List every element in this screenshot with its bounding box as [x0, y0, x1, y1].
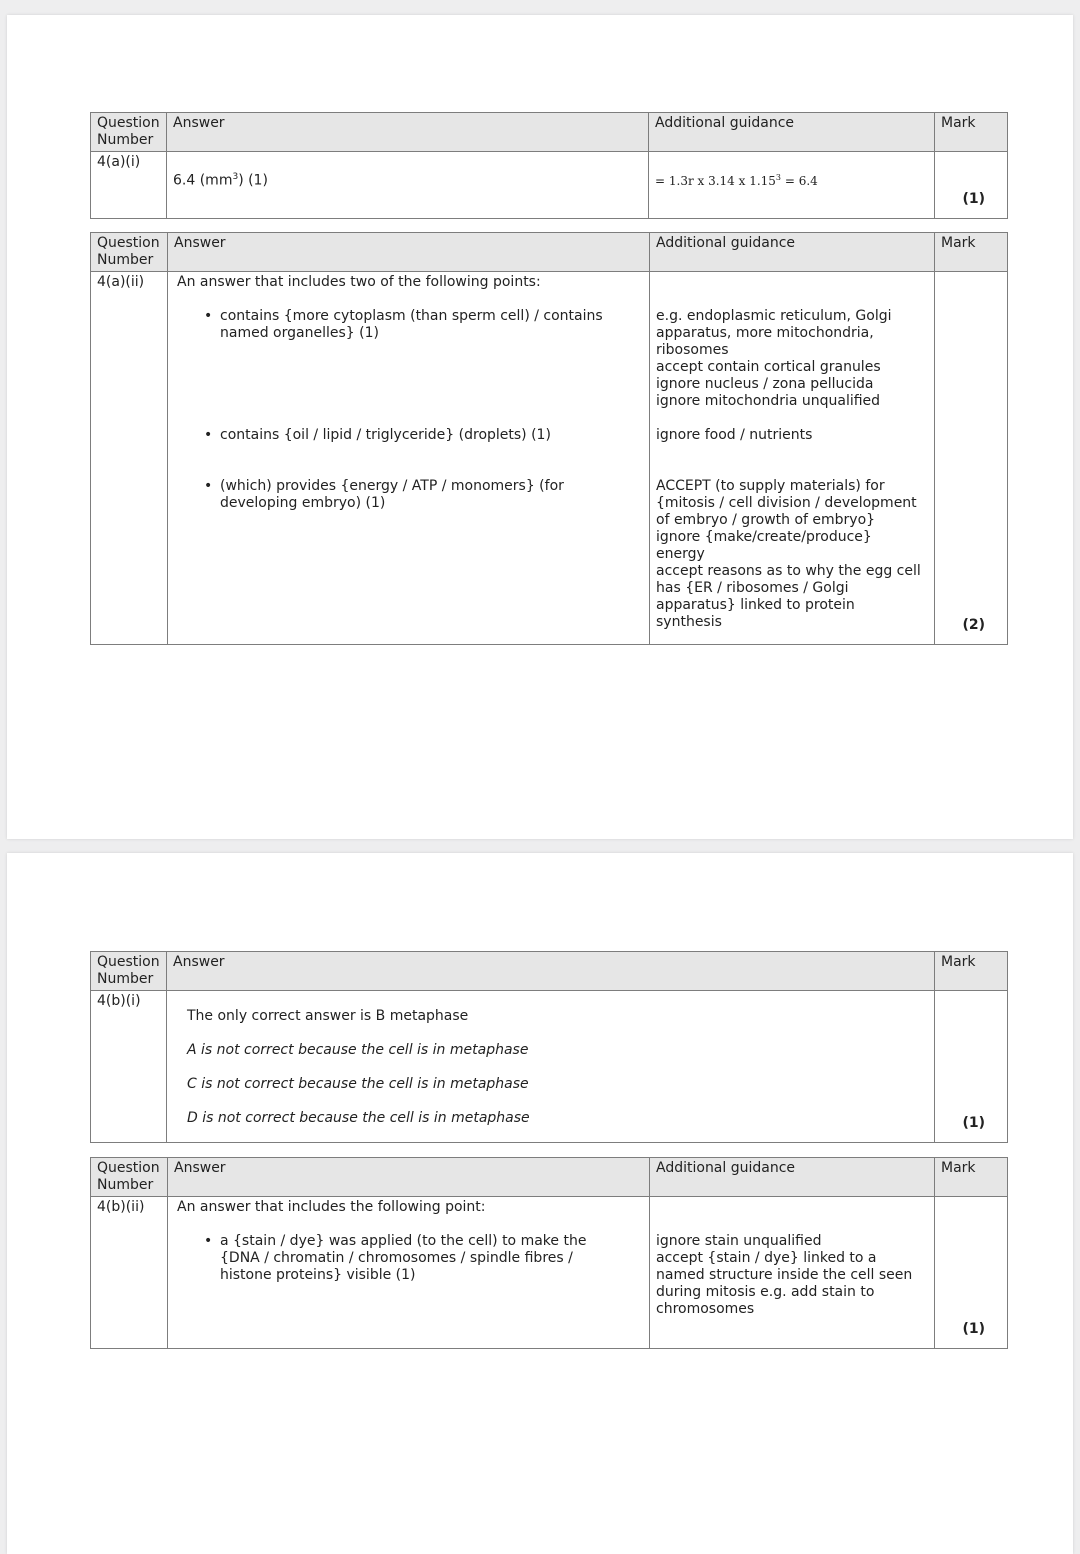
header-question-number: Question Number	[91, 113, 167, 152]
bullet-icon: •	[204, 478, 213, 494]
mark-value: (2)	[962, 617, 985, 633]
reason-d: D is not correct because the cell is in metaphase	[187, 1110, 530, 1126]
correct-answer: The only correct answer is B metaphase	[187, 1008, 469, 1024]
header-mark: Mark	[935, 233, 1008, 272]
answer-intro: An answer that includes two of the following points:	[177, 274, 541, 290]
header-mark: Mark	[935, 1158, 1008, 1197]
header-answer: Answer	[168, 233, 650, 272]
mark-cell	[935, 1197, 1008, 1349]
guidance-point-2: ignore food / nutrients	[656, 427, 813, 443]
question-number: 4(a)(i)	[91, 152, 167, 219]
answer-point-2: • contains {oil / lipid / triglyceride} (droplets) (1)	[204, 427, 551, 443]
bullet-icon: •	[204, 308, 213, 324]
header-answer: Answer	[167, 952, 935, 991]
mark-value: (1)	[962, 1321, 985, 1337]
header-guidance: Additional guidance	[649, 113, 935, 152]
page-2	[7, 853, 1073, 1554]
table-4ai	[90, 112, 1008, 219]
header-guidance: Additional guidance	[650, 1158, 935, 1197]
mark-value: (1)	[962, 1115, 985, 1131]
question-number: 4(b)(ii)	[91, 1197, 168, 1349]
bullet-icon: •	[204, 1233, 213, 1249]
header-question-number: Question Number	[91, 1158, 168, 1197]
reason-c: C is not correct because the cell is in metaphase	[187, 1076, 529, 1092]
question-number: 4(b)(i)	[91, 991, 167, 1143]
header-mark: Mark	[935, 113, 1008, 152]
answer-cell	[167, 152, 649, 219]
answer-cell	[168, 1197, 650, 1349]
guidance-formula: = 1.3r x 3.14 x $1.15^3 = 6.4$	[655, 173, 818, 188]
table-4bi	[90, 951, 1008, 1143]
guidance-cell	[649, 152, 935, 219]
mark-cell	[935, 272, 1008, 645]
table-4bii	[90, 1157, 1008, 1349]
header-answer: Answer	[168, 1158, 650, 1197]
reason-a: A is not correct because the cell is in metaphase	[187, 1042, 529, 1058]
answer-text: 6.4 $(mm^3)$ (1)	[173, 172, 268, 189]
guidance-cell	[650, 272, 935, 645]
table-4aii	[90, 232, 1008, 645]
answer-intro: An answer that includes the following point:	[177, 1199, 486, 1215]
question-number: 4(a)(ii)	[91, 272, 168, 645]
answer-point-1: • contains {more cytoplasm (than sperm cell) / contains named organelles} (1)	[204, 308, 603, 341]
header-answer: Answer	[167, 113, 649, 152]
header-question-number: Question Number	[91, 952, 167, 991]
bullet-icon: •	[204, 427, 213, 443]
mark-cell	[935, 991, 1008, 1143]
guidance-cell	[650, 1197, 935, 1349]
answer-point-1: • a {stain / dye} was applied (to the cell) to make the {DNA / chromatin / chromosomes / spindle fibres / histone proteins} visible (1)	[204, 1233, 587, 1283]
guidance-point-3: ACCEPT (to supply materials) for {mitosis / cell division / development of embryo / growth of embryo} ignore {make/create/produce} energy accept reasons as to why the egg cell has {ER / ribosomes / Golgi apparatus} linked to protein synthesis	[656, 478, 921, 630]
guidance-point-1: e.g. endoplasmic reticulum, Golgi apparatus, more mitochondria, ribosomes accept contain cortical granules ignore nucleus / zona pellucida ignore mitochondria unqualified	[656, 308, 892, 409]
header-question-number: Question Number	[91, 233, 168, 272]
page-1	[7, 15, 1073, 839]
mark-value: (1)	[962, 191, 985, 207]
answer-point-3: • (which) provides {energy / ATP / monomers} (for developing embryo) (1)	[204, 478, 564, 511]
guidance-point-1: ignore stain unqualified accept {stain / dye} linked to a named structure inside the cell seen during mitosis e.g. add stain to chromosomes	[656, 1233, 913, 1317]
mark-cell	[935, 152, 1008, 219]
answer-cell	[168, 272, 650, 645]
answer-cell	[167, 991, 935, 1143]
header-mark: Mark	[935, 952, 1008, 991]
header-guidance: Additional guidance	[650, 233, 935, 272]
